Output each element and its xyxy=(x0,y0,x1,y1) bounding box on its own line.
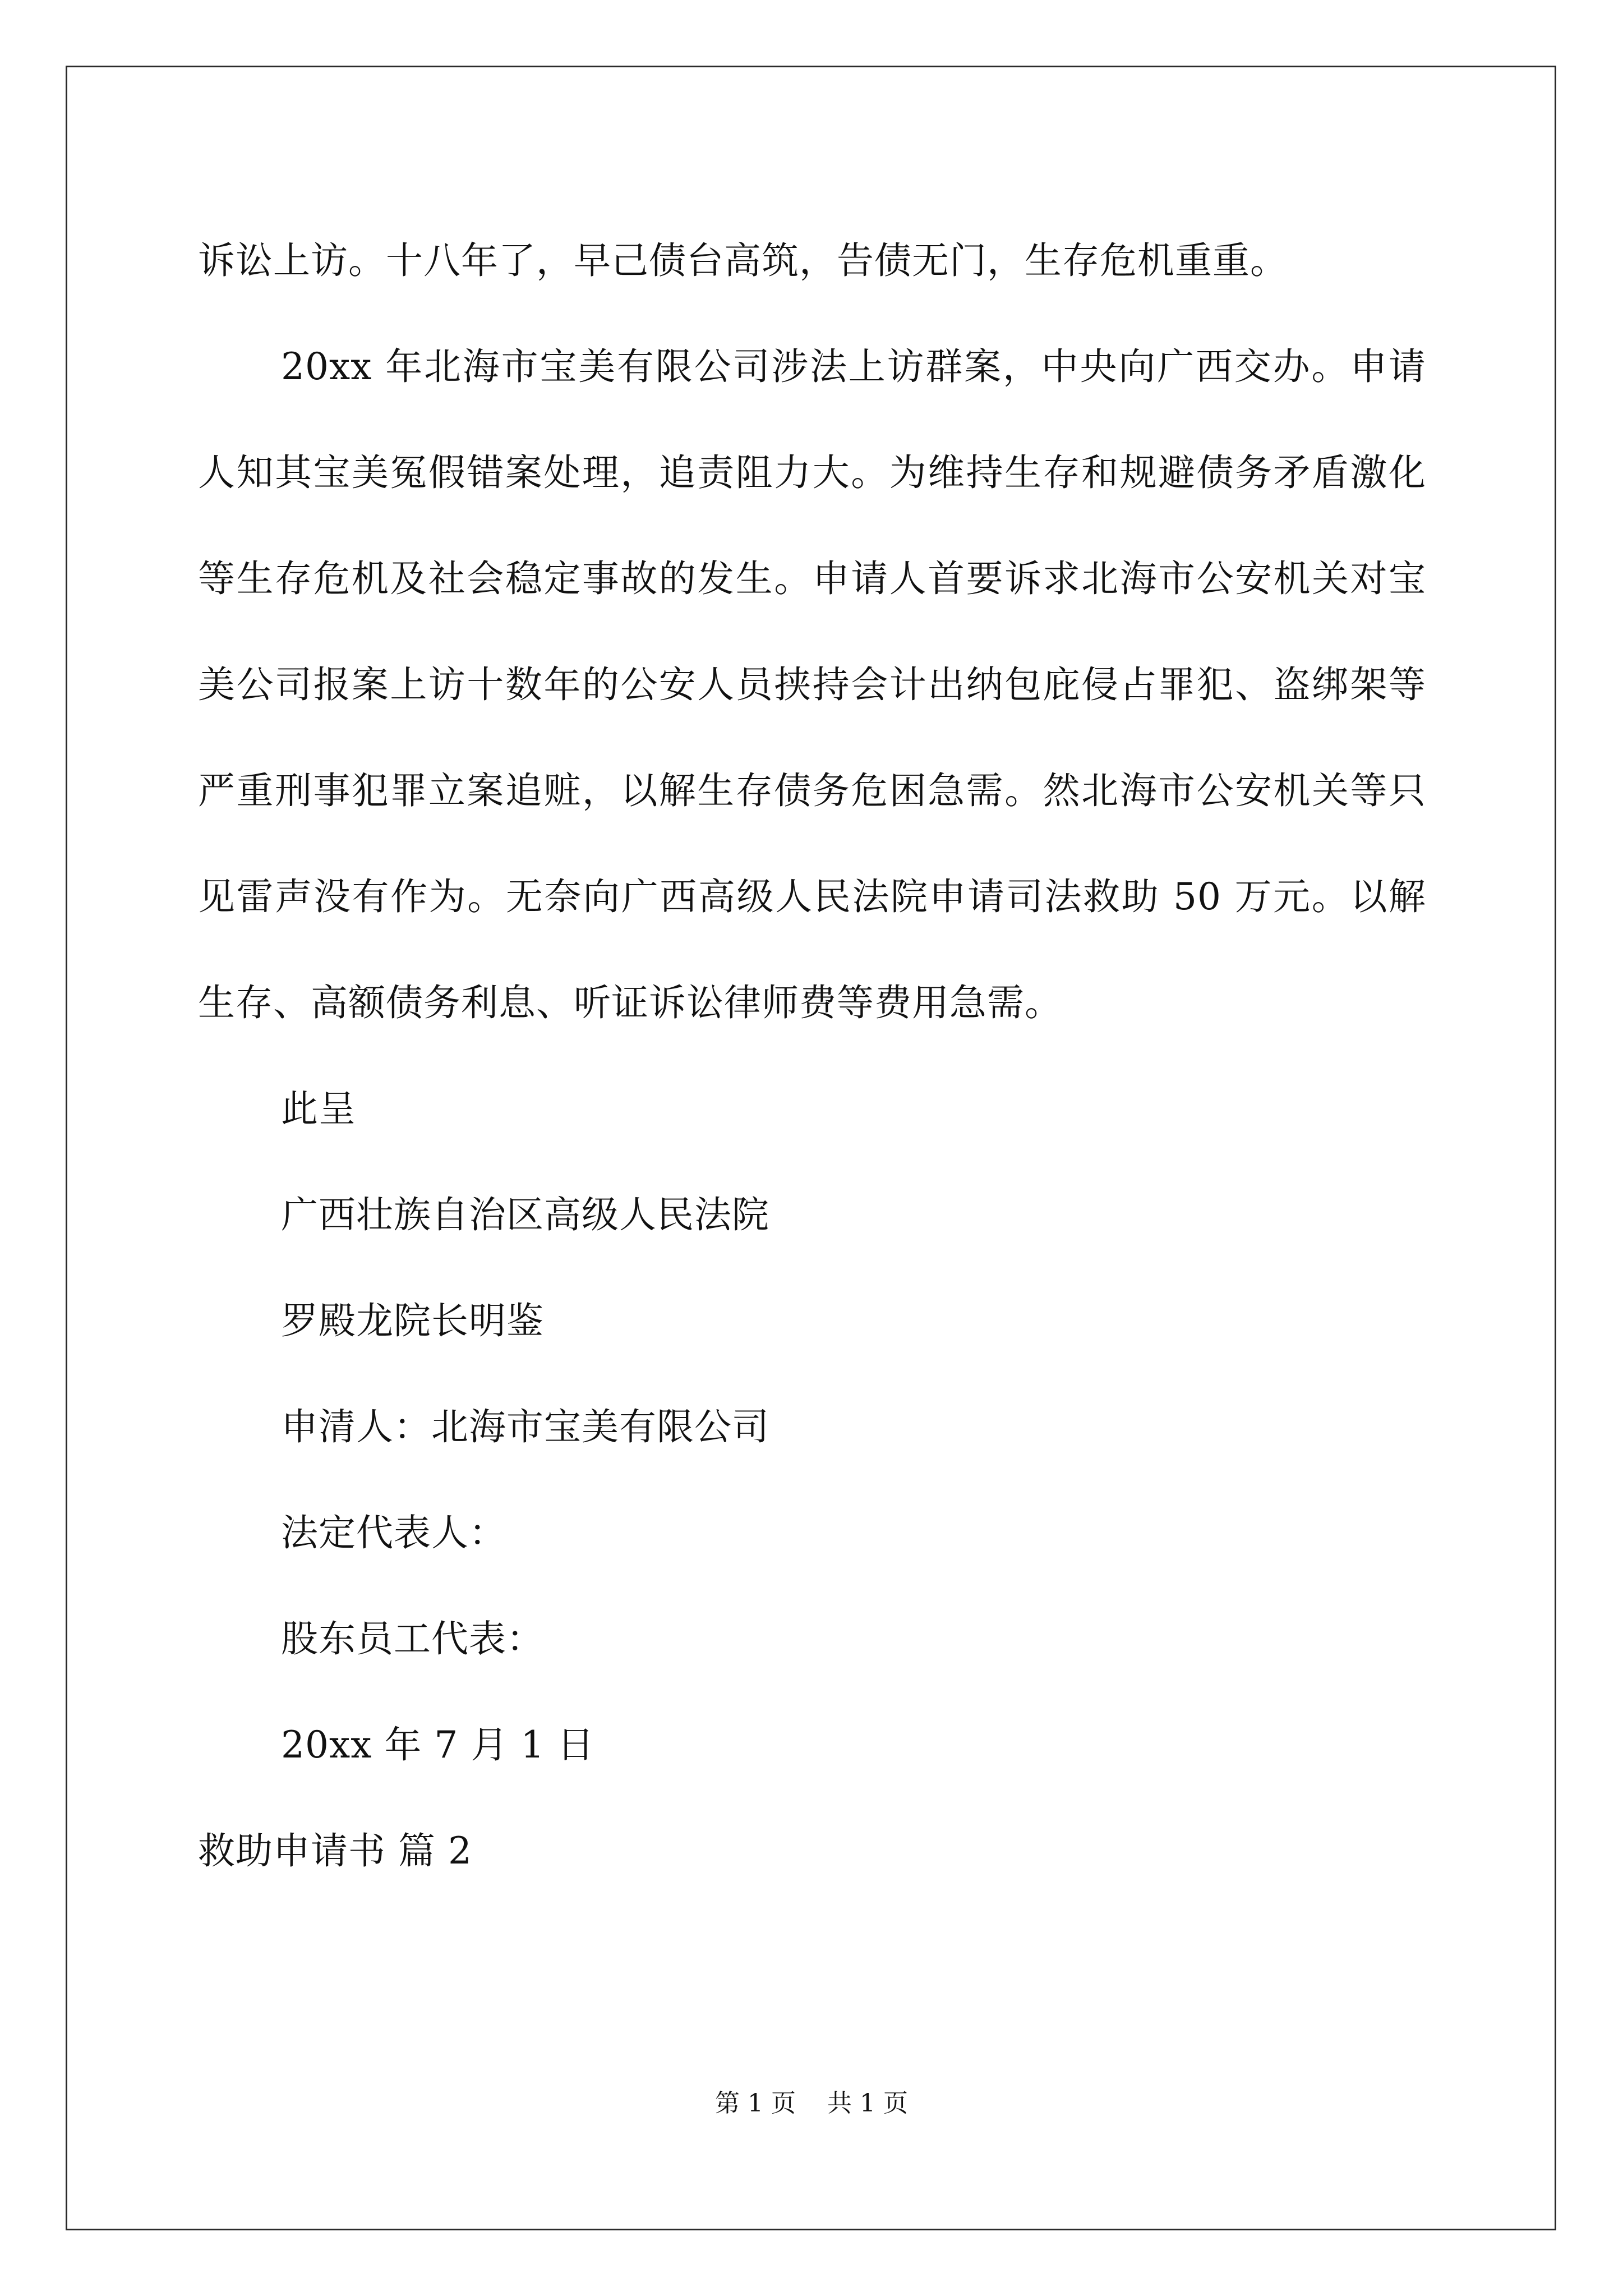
document-body xyxy=(198,208,1426,1904)
page-number: 第 1 页 xyxy=(715,2089,796,2118)
page-total: 共 1 页 xyxy=(827,2089,908,2118)
closing-presented: 此呈 xyxy=(281,1087,356,1130)
section-heading: 救助申请书 篇 2 xyxy=(198,1829,472,1872)
employee-representative-line: 股东员工代表： xyxy=(281,1617,544,1660)
paragraph-main-body: 20xx 年北海市宝美有限公司涉法上访群案，中央向广西交办。申请人知其宝美冤假错案处理，追责阻力大。为维持生存和规避债务矛盾激化等生存危机及社会稳定事故的发生。申请人首要诉求北海市公安机关对宝美公司报案上访十数年的公安人员挟持会计出纳包庇侵占罪犯、盗绑架等严重刑事犯罪立案追赃，以解生存债务危困急需。然北海市公安机关等只见雷声没有作为。无奈向广西高级人民法院申请司法救助 50 万元。以解生存、高额债务利息、听证诉讼律师费等费用急需。 xyxy=(198,345,1426,1024)
paragraph-continuation: 诉讼上访。十八年了，早己债台高筑，告债无门，生存危机重重。 xyxy=(198,239,1288,282)
applicant-line: 申清人：北海市宝美有限公司 xyxy=(281,1405,769,1448)
recipient-court: 广西壮族自治区高级人民法院 xyxy=(281,1193,769,1236)
page-footer xyxy=(0,2087,1623,2120)
recipient-president: 罗殿龙院长明鉴 xyxy=(281,1299,544,1342)
legal-representative-line: 法定代表人： xyxy=(281,1511,506,1554)
date-line: 20xx 年 7 月 1 日 xyxy=(281,1723,595,1766)
